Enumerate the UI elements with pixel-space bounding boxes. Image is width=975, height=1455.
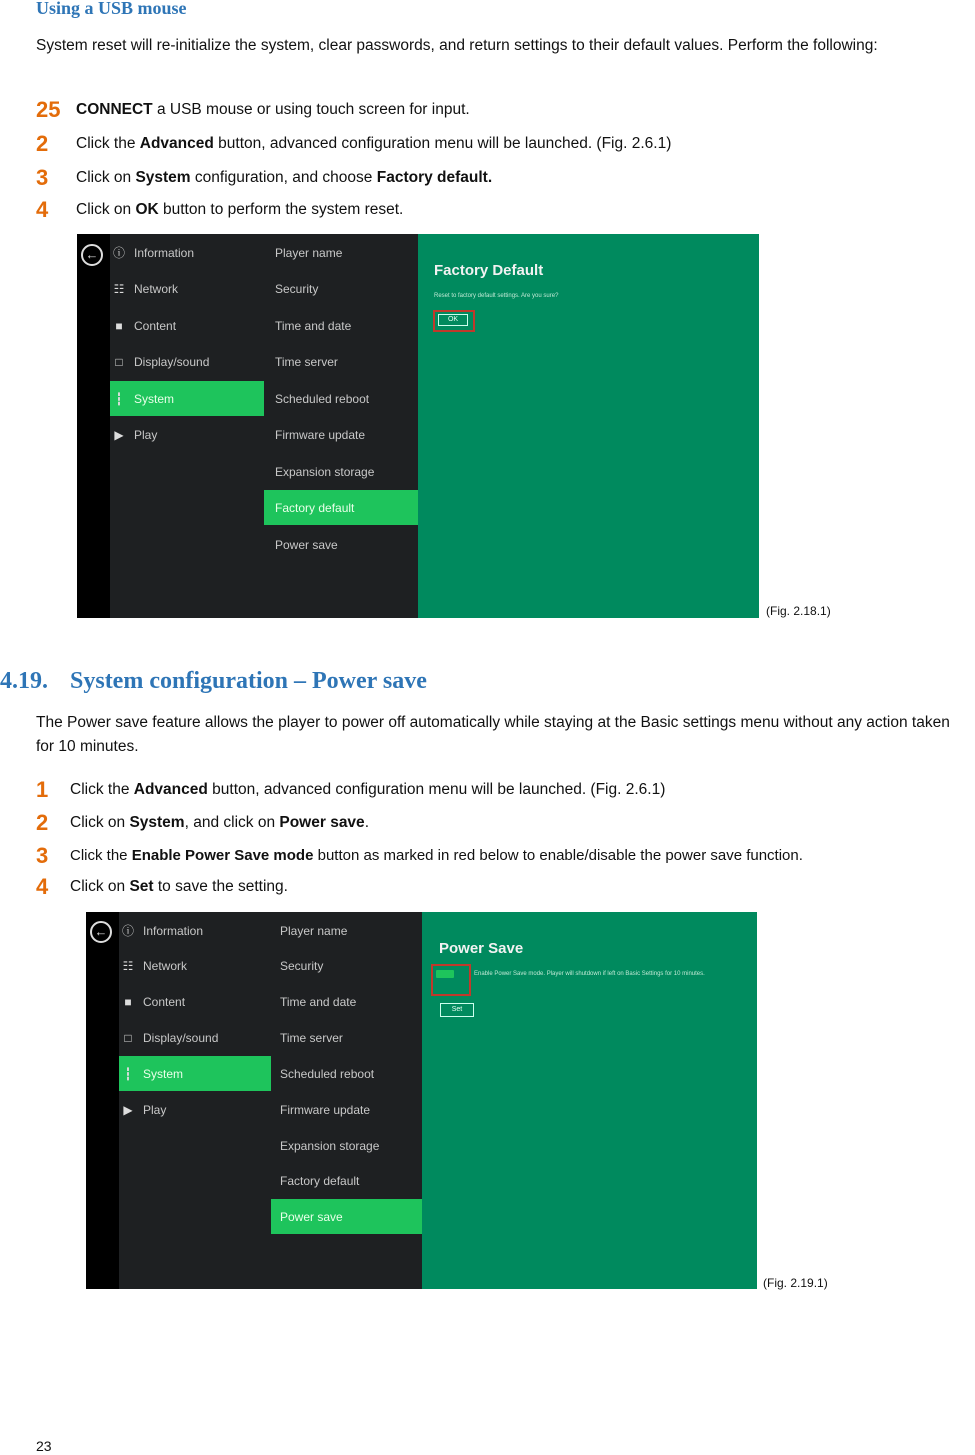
option-scheduled-reboot: Scheduled reboot [275, 391, 370, 406]
back-rail [86, 912, 119, 1289]
info-icon: ⓘ [112, 246, 125, 260]
figure-power-save [86, 912, 757, 1289]
menu-item-play: ▶ Play [119, 1097, 271, 1122]
menu-item-content: ■ Content [119, 989, 271, 1014]
option-firmware-update: Firmware update [280, 1102, 371, 1117]
step-text: . [364, 814, 369, 831]
power-save-toggle [436, 970, 454, 978]
network-icon: ☷ [113, 281, 125, 296]
network-icon: ☷ [122, 958, 134, 973]
panel-text: Reset to factory default settings. Are you sure? [434, 293, 559, 299]
step-bold: System [135, 169, 191, 186]
power-step-4 [36, 874, 288, 900]
step-bold: CONNECT [76, 101, 153, 118]
usb-step-2 [36, 131, 671, 157]
info-icon: ⓘ [121, 924, 134, 938]
option-time-server: Time server [275, 354, 338, 369]
option-player-name: Player name [275, 245, 343, 260]
figure-caption: (Fig. 2.18.1) [766, 604, 831, 618]
back-arrow-icon: ← [81, 244, 103, 266]
content-icon: ■ [124, 994, 132, 1009]
system-icon: ┇ [115, 391, 123, 406]
menu-system-options [264, 234, 418, 618]
figure-caption: (Fig. 2.19.1) [763, 1276, 828, 1290]
step-number: 25 [36, 97, 61, 122]
option-player-name: Player name [280, 923, 348, 938]
step-bold: Enable Power Save mode [131, 847, 314, 864]
step-bold: Set [129, 878, 154, 895]
menu-item-display-sound: □ Display/sound [110, 349, 264, 374]
power-save-panel [422, 912, 757, 1289]
step-text: Click the [76, 135, 140, 152]
option-time-and-date: Time and date [275, 318, 352, 333]
step-text: Click on [76, 169, 136, 186]
factory-default-panel [418, 234, 759, 618]
menu-item-network: ☷ Network [119, 953, 271, 978]
step-text: a USB mouse or using touch screen for input. [152, 101, 470, 118]
section-title: System configuration – Power save [70, 668, 427, 694]
option-firmware-update: Firmware update [275, 427, 366, 442]
section-heading-usb: Using a USB mouse [36, 0, 187, 18]
option-time-server: Time server [280, 1030, 343, 1045]
step-text: Click the [70, 847, 132, 864]
step-bold: System [129, 814, 185, 831]
page-number: 23 [36, 1438, 52, 1454]
option-security: Security [275, 281, 319, 296]
option-expansion-storage: Expansion storage [275, 464, 375, 479]
usb-intro: System reset will re-initialize the system, clear passwords, and return settings to their default values. Perform the following: [36, 37, 878, 54]
step-number: 3 [36, 843, 49, 868]
usb-step-1 [36, 97, 470, 123]
usb-step-4 [36, 197, 403, 223]
back-arrow-icon: ← [90, 921, 112, 943]
step-text: configuration, and choose [190, 169, 377, 186]
option-power-save: Power save [271, 1199, 422, 1234]
step-bold: Factory default. [376, 169, 493, 186]
step-bold: OK [135, 201, 159, 218]
figure-factory-default [77, 234, 759, 618]
option-factory-default: Factory default [280, 1173, 360, 1188]
step-bold: Advanced [139, 135, 214, 152]
step-number: 3 [36, 165, 49, 190]
menu-categories [110, 234, 264, 618]
menu-item-content: ■ Content [110, 313, 264, 338]
step-text: button to perform the system reset. [158, 201, 404, 218]
step-text: Click on [70, 814, 130, 831]
option-factory-default: Factory default [264, 490, 418, 525]
step-text: to save the setting. [153, 878, 288, 895]
step-bold: Power save [279, 814, 365, 831]
option-time-and-date: Time and date [280, 994, 357, 1009]
menu-item-information: ⓘ Information [119, 918, 271, 943]
step-number: 2 [36, 131, 49, 156]
menu-categories [119, 912, 271, 1289]
set-button: Set [440, 1003, 474, 1017]
highlight-box [431, 964, 471, 996]
step-number: 2 [36, 810, 49, 835]
step-text: Click on [76, 201, 136, 218]
step-number: 4 [36, 874, 49, 899]
usb-step-3 [36, 165, 492, 191]
ok-button: OK [438, 314, 468, 326]
option-security: Security [280, 958, 324, 973]
content-icon: ■ [115, 318, 123, 333]
power-step-1 [36, 777, 665, 803]
panel-text: Enable Power Save mode. Player will shutdown if left on Basic Settings for 10 minutes. [474, 971, 705, 977]
panel-title: Factory Default [434, 262, 544, 279]
step-text: Click the [70, 781, 134, 798]
back-rail [77, 234, 110, 618]
section-heading-power-save [0, 668, 427, 695]
power-intro: The Power save feature allows the player to power off automatically while staying at the Basic settings menu without any action taken for 10 minutes. [36, 714, 950, 755]
step-text: button as marked in red below to enable/disable the power save function. [313, 847, 803, 864]
step-text: button, advanced configuration menu will be launched. (Fig. 2.6.1) [213, 135, 672, 152]
menu-item-play: ▶ Play [110, 422, 264, 447]
menu-system-options [271, 912, 422, 1289]
menu-item-display-sound: □ Display/sound [119, 1025, 271, 1050]
option-scheduled-reboot: Scheduled reboot [280, 1066, 375, 1081]
step-number: 4 [36, 197, 49, 222]
menu-item-system: ┇ System [119, 1056, 271, 1091]
step-text: Click on [70, 878, 130, 895]
play-icon: ▶ [114, 427, 124, 442]
section-number: 4.19. [0, 668, 48, 694]
step-number: 1 [36, 777, 49, 802]
power-step-3 [36, 843, 803, 869]
step-text: button, advanced configuration menu will be launched. (Fig. 2.6.1) [207, 781, 666, 798]
play-icon: ▶ [123, 1102, 133, 1117]
display-icon: □ [124, 1030, 132, 1045]
menu-item-system: ┇ System [110, 381, 264, 416]
step-bold: Advanced [133, 781, 208, 798]
panel-title: Power Save [439, 940, 524, 957]
system-icon: ┇ [124, 1066, 132, 1081]
option-expansion-storage: Expansion storage [280, 1138, 380, 1153]
menu-item-network: ☷ Network [110, 276, 264, 301]
option-power-save: Power save [275, 537, 338, 552]
menu-item-information: ⓘ Information [110, 240, 264, 265]
display-icon: □ [115, 354, 123, 369]
step-text: , and click on [184, 814, 280, 831]
power-step-2 [36, 810, 369, 836]
